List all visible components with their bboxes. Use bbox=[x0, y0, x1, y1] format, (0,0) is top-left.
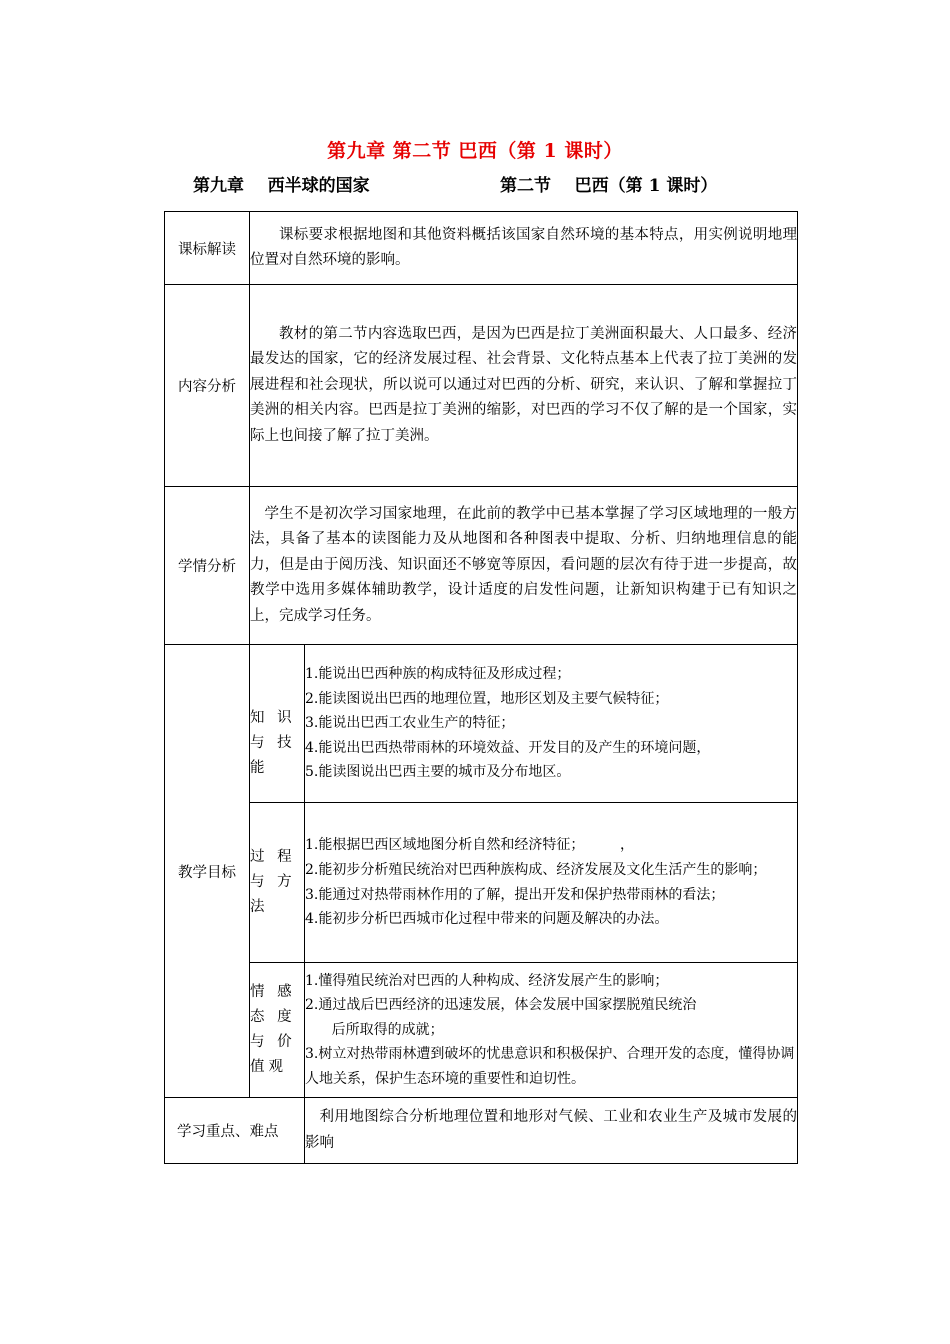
row-label-keypoints: 学习重点、难点 bbox=[165, 1098, 305, 1164]
list-item: 2.能初步分析殖民统治对巴西种族构成、经济发展及文化生活产生的影响； bbox=[305, 861, 767, 878]
table-row bbox=[165, 1098, 798, 1164]
row-label-curriculum: 课标解读 bbox=[165, 212, 250, 285]
list-item: 1.懂得殖民统治对巴西的人种构成、经济发展产生的影响； bbox=[305, 972, 669, 989]
table-row bbox=[165, 487, 798, 645]
list-item: 1.能说出巴西种族的构成特征及形成过程； bbox=[305, 666, 571, 683]
goal-label-knowledge: 知 识 与 技 能 bbox=[250, 645, 305, 803]
lesson-plan-table bbox=[164, 211, 798, 1164]
goal-label-emotion: 情 感 态 度 与 价 值观 bbox=[250, 963, 305, 1098]
content-analysis-text: 教材的第二节内容选取巴西，是因为巴西是拉丁美洲面积最大、人口最多、经济最发达的国家，它的经济发展过程、社会背景、文化特点基本上代表了拉丁美洲的发展进程和社会现状，所以说可以通过对巴西的分析、研究，来认识、了解和掌握拉丁美洲的相关内容。巴西是拉丁美洲的缩影，对巴西的学习不仅了解的是一个国家，实际上也间接了解了拉丁美洲。 bbox=[250, 285, 798, 487]
list-item: 4.能初步分析巴西城市化过程中带来的问题及解决的办法。 bbox=[305, 911, 669, 928]
list-item: 1.能根据巴西区域地图分析自然和经济特征； ， bbox=[305, 837, 634, 854]
list-item: 3.能通过对热带雨林作用的了解，提出开发和保护热带雨林的看法； bbox=[305, 886, 725, 903]
goal-list-knowledge bbox=[305, 645, 798, 803]
chapter-heading: 第九章 西半球的国家 bbox=[193, 176, 370, 196]
list-item: 3.树立对热带雨林遭到破坏的忧患意识和积极保护、合理开发的态度，懂得协调人地关系，保护生态环境的重要性和迫切性。 bbox=[305, 1046, 795, 1087]
list-item: 4.能说出巴西热带雨林的环境效益、开发目的及产生的环境问题， bbox=[305, 739, 711, 756]
row-label-goals: 教学目标 bbox=[165, 645, 250, 1098]
row-label-content: 内容分析 bbox=[165, 285, 250, 487]
keypoints-text: 利用地图综合分析地理位置和地形对气候、工业和农业生产及城市发展的影响 bbox=[305, 1098, 798, 1164]
section-heading: 第二节 巴西（第 1 课时） bbox=[500, 176, 718, 196]
table-row bbox=[165, 645, 798, 803]
list-item: 2.能读图说出巴西的地理位置，地形区划及主要气候特征； bbox=[305, 690, 669, 707]
list-item: 后所取得的成就； bbox=[331, 1021, 444, 1038]
table-row bbox=[165, 803, 798, 963]
table-row bbox=[165, 963, 798, 1098]
goal-list-process bbox=[305, 803, 798, 963]
list-item: 3.能说出巴西工农业生产的特征； bbox=[305, 715, 515, 732]
list-item: 5.能读图说出巴西主要的城市及分布地区。 bbox=[305, 764, 571, 781]
list-item: 2.通过战后巴西经济的迅速发展，体会发展中国家摆脱殖民统治 bbox=[305, 997, 697, 1014]
row-label-students: 学情分析 bbox=[165, 487, 250, 645]
student-analysis-text: 学生不是初次学习国家地理，在此前的教学中已基本掌握了学习区域地理的一般方法，具备了基本的读图能力及从地图和各种图表中提取、分析、归纳地理信息的能力，但是由于阅历浅、知识面还不够宽等原因，看问题的层次有待于进一步提高，故教学中选用多媒体辅助教学，设计适度的启发性问题，让新知识构建于已有知识之上，完成学习任务。 bbox=[250, 487, 798, 645]
table-row bbox=[165, 212, 798, 285]
goal-label-process: 过 程 与 方 法 bbox=[250, 803, 305, 963]
curriculum-text: 课标要求根据地图和其他资料概括该国家自然环境的基本特点，用实例说明地理位置对自然环境的影响。 bbox=[250, 212, 798, 285]
table-row bbox=[165, 285, 798, 487]
document-title: 第九章 第二节 巴西（第 1 课时） bbox=[327, 140, 623, 162]
goal-list-emotion bbox=[305, 963, 798, 1098]
